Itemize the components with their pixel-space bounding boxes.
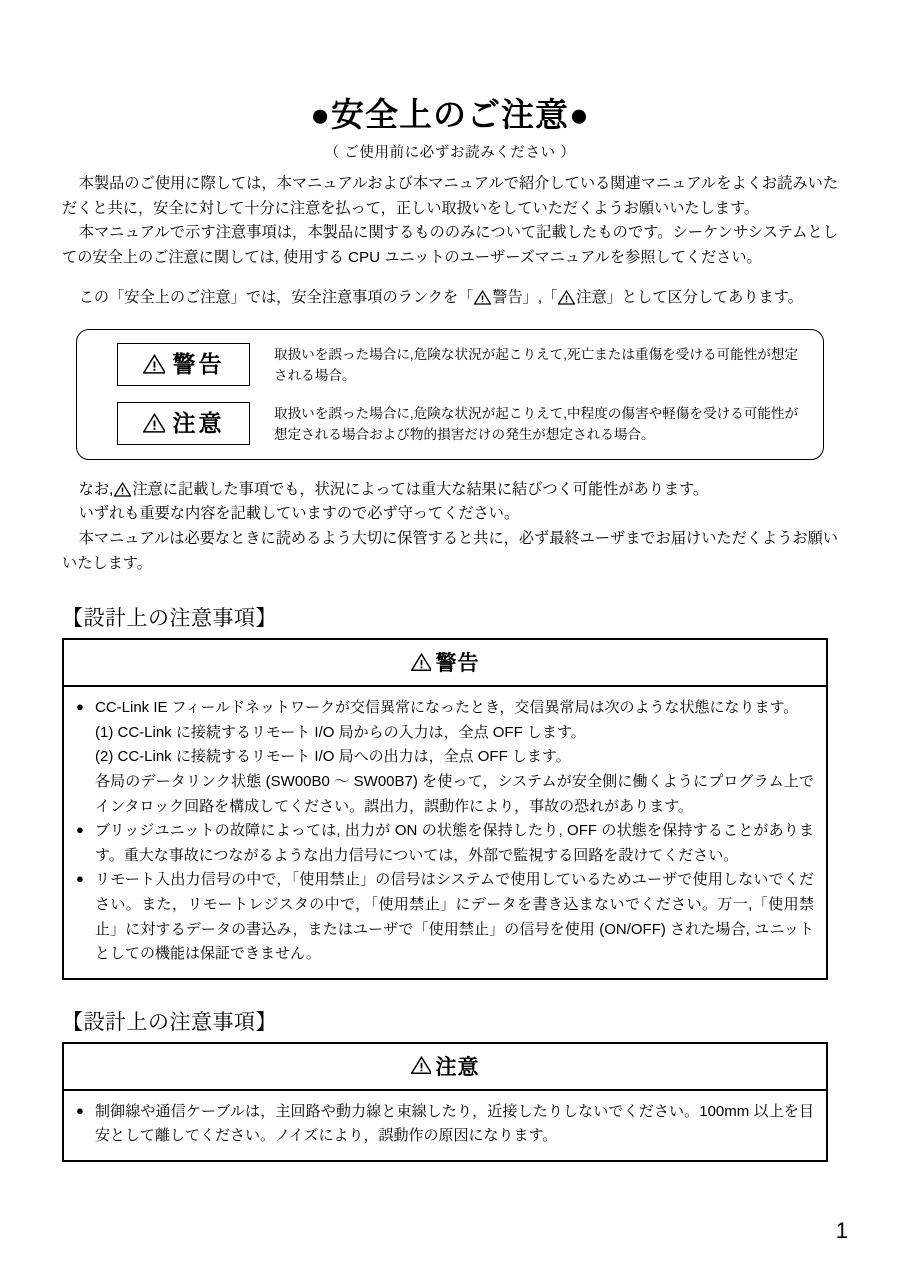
rank-classification-line: [62, 286, 838, 311]
warning-table-header: [64, 640, 826, 687]
list-item: [76, 819, 814, 868]
list-item: [76, 1100, 814, 1149]
page-title: ●安全上のご注意●: [310, 96, 590, 133]
bullet-icon: ●: [76, 1102, 84, 1118]
closing-paragraphs: [62, 478, 838, 577]
warning-triangle-icon: [114, 482, 131, 497]
caution-label-text: 注意: [172, 410, 225, 437]
warning-table: [62, 638, 828, 980]
page-number: 1: [835, 1218, 848, 1243]
closing-line-1: [62, 478, 838, 503]
caution-table: [62, 1042, 828, 1162]
warning-table-header-label: 警告: [435, 652, 480, 676]
bullet-1-sub-item-2: (2) CC-Link に接続するリモート I/O 局への出力は，全点 OFF します。: [95, 748, 571, 766]
definition-box: [76, 329, 824, 460]
rank-line-text-2: 」,「: [522, 289, 558, 307]
caution-bullet-1-text: 制御線や通信ケーブルは，主回路や動力線と束線したり，近接したりしないでください。100mm 以上を目安として離してください。ノイズにより，誤動作の原因になります。: [95, 1102, 814, 1145]
warning-description: 取扱いを誤った場合に,危険な状況が起こりえて,死亡または重傷を受ける可能性が想定される場合。: [274, 347, 799, 383]
bullet-icon: ●: [76, 871, 84, 887]
warning-triangle-icon: [143, 354, 166, 375]
caution-table-body: [64, 1091, 826, 1160]
warning-label-text: 警告: [172, 351, 225, 378]
definition-row-warning: [91, 343, 809, 386]
closing-line-1-prefix: なお,: [78, 480, 114, 498]
section-heading-design-caution: 【設計上の注意事項】: [62, 1010, 277, 1034]
bullet-3-text: リモート入出力信号の中で，「使用禁止」の信号はシステムで使用しているためユーザで使用しないでください。また，リモートレジスタの中で，「使用禁止」にデータを書き込まないでください。万一,「使用禁止」に対するデータの書込み，またはユーザで「使用禁止」の信号を使用 (ON/OFF) された場合, ユニットとしての機能は保証できません。: [95, 871, 814, 963]
bullet-1-continuation: 各局のデータリンク状態 (SW00B0 ～ SW00B7) を使って，システムが安全側に働くようにプログラム上でインタロック回路を構成してください。誤出力，誤動作により，事故の恐れがあります。: [95, 772, 814, 815]
page-content: [62, 96, 838, 1162]
warning-triangle-icon: [474, 290, 491, 305]
bullet-2-text: ブリッジユニットの故障によっては, 出力が ON の状態を保持したり, OFF の状態を保持することがあります。重大な事故につながるような出力信号については，外部で監視する回路を設けてください。: [95, 822, 814, 864]
rank-line-label-2: 注意: [576, 289, 607, 307]
list-item: [76, 868, 814, 966]
rank-line-text-1: この「安全上のご注意」では，安全注意事項のランクを「: [78, 289, 474, 307]
warning-triangle-icon: [411, 1056, 432, 1075]
caution-label-box: [117, 402, 250, 445]
definition-row-caution: [91, 402, 809, 445]
page-subtitle: （ ご使用前に必ずお読みください ）: [324, 144, 576, 161]
bullet-icon: ●: [76, 699, 84, 715]
warning-label-box: [117, 343, 250, 386]
closing-line-1-text: 注意に記載した事項でも，状況によっては重大な結果に結びつく可能性があります。: [132, 480, 709, 498]
intro-paragraph-2: 本マニュアルで示す注意事項は，本製品に関するもののみについて記載したものです。シーケンサシステムとしての安全上のご注意に関しては, 使用する CPU ユニットのユーザーズマニュアルを参照してください。: [62, 224, 838, 266]
warning-triangle-icon: [143, 413, 166, 434]
caution-table-header: [64, 1044, 826, 1091]
caution-table-header-label: 注意: [435, 1055, 480, 1079]
warning-table-body: [64, 687, 826, 978]
section-heading-design-warning: 【設計上の注意事項】: [62, 607, 277, 631]
warning-triangle-icon: [411, 653, 432, 672]
intro-paragraph-1: 本製品のご使用に際しては，本マニュアルおよび本マニュアルで紹介している関連マニュアルをよくお読みいただくと共に，安全に対して十分に注意を払って，正しい取扱いをしていただくようお願いいたします。: [62, 174, 838, 217]
caution-description: 取扱いを誤った場合に,危険な状況が起こりえて,中程度の傷害や軽傷を受ける可能性が想定される場合および物的損害だけの発生が想定される場合。: [274, 406, 799, 443]
bullet-icon: ●: [76, 822, 84, 838]
closing-line-2: いずれも重要な内容を記載していますので必ず守ってください。: [78, 505, 520, 523]
warning-triangle-icon: [558, 290, 575, 305]
rank-line-label-1: 警告: [492, 289, 523, 307]
closing-line-3: 本マニュアルは必要なときに読めるよう大切に保管すると共に，必ず最終ユーザまでお届けいただくようお願いいたします。: [62, 529, 838, 572]
rank-line-text-3: 」として区分してあります。: [606, 289, 803, 307]
bullet-1-sub-item-1: (1) CC-Link に接続するリモート I/O 局からの入力は，全点 OFF します。: [95, 723, 586, 741]
list-item: [76, 696, 814, 819]
bullet-1-text: CC-Link IE フィールドネットワークが交信異常になったとき，交信異常局は次のような状態になります。: [95, 699, 799, 717]
